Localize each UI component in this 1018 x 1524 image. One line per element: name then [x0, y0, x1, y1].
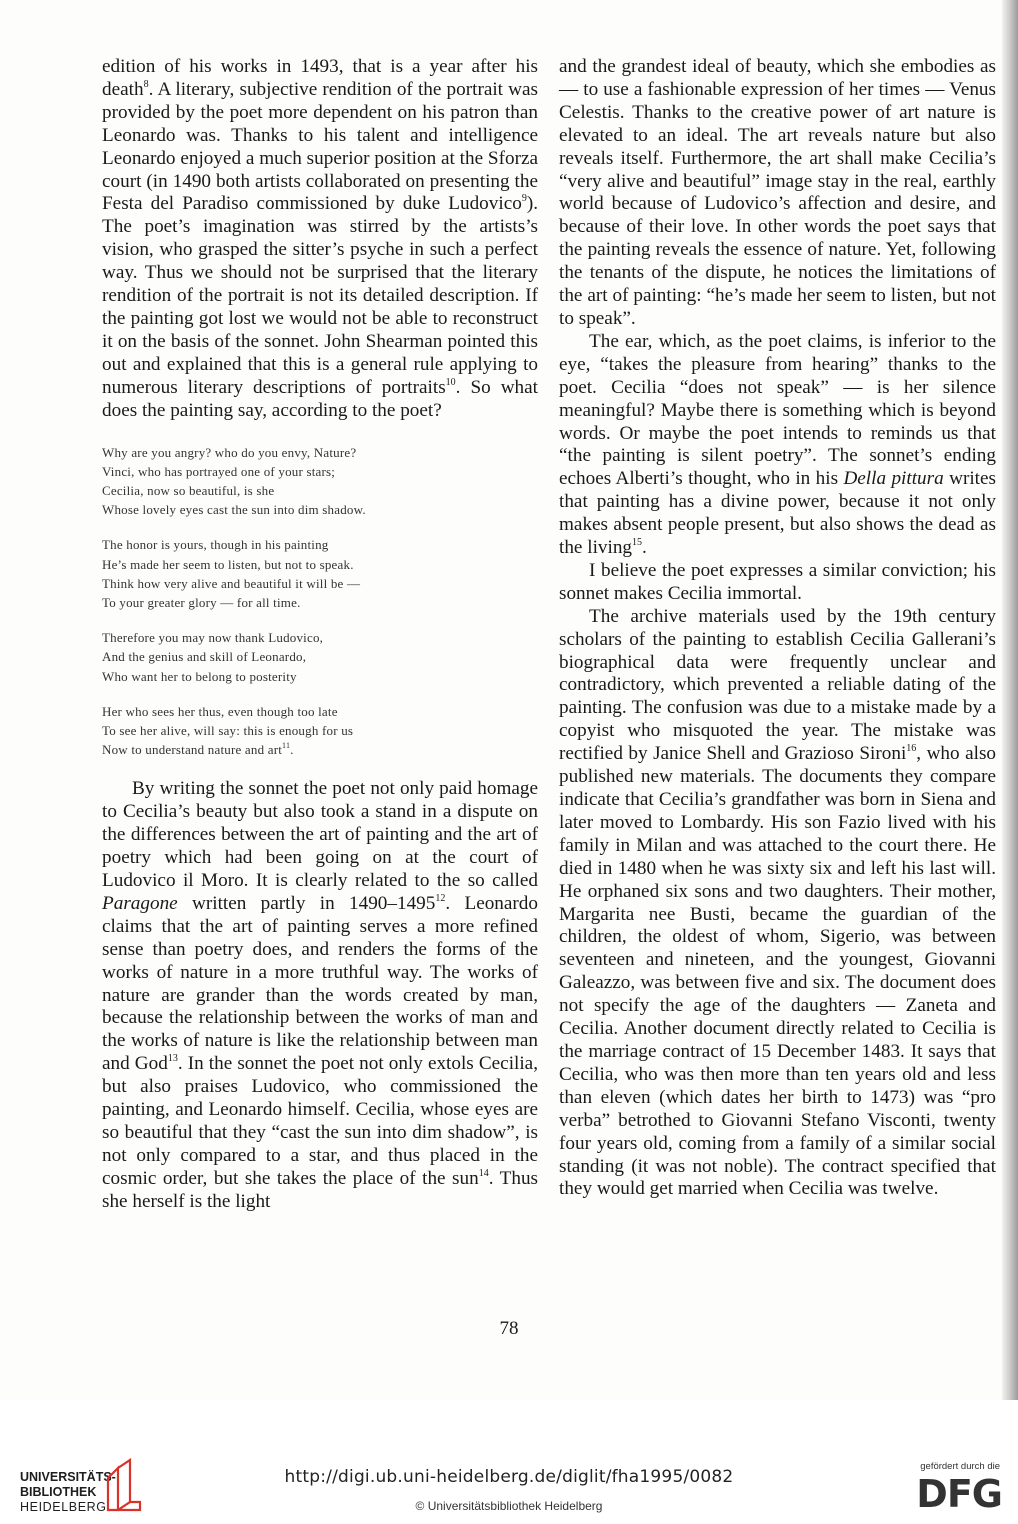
- poem-line: Think how very alive and beautiful it will be —: [102, 575, 361, 591]
- text-run: edition of his works in 1493, that is a year after his death: [102, 56, 538, 100]
- paragraph: and the grandest ideal of beauty, which she embodies as — to use a fashionable expression of her times — Venus Celestis. Thanks to the creative power of art nature is elevated to an ideal. The art reveals nature but also reveals itself. Furthermore, the art shall make Cecilia’s “very alive and beautiful” image stay in the real, earthly world because of Ludovico’s affection and desire, and because of their love. In other words the poet says that the painting reveals the essence of nature. Yet, following the tenants of the dispute, he notices the limitations of the art of painting: “he’s made her seem to listen, but not to speak”.: [559, 56, 996, 329]
- text-run: Now to understand nature and art: [102, 742, 283, 758]
- text-run: Paragone: [102, 892, 178, 914]
- poem-line: To see her alive, will say: this is enough for us: [102, 722, 354, 738]
- right-column: [559, 56, 996, 1201]
- page-edge-shadow: [1002, 0, 1018, 1400]
- footnote-ref: 9: [521, 193, 527, 205]
- footnote-ref: 12: [435, 892, 446, 904]
- footnote-ref: 8: [143, 78, 149, 90]
- poem-line: The honor is yours, though in his painting: [102, 537, 329, 553]
- text-run: By writing the sonnet the poet not only paid homage to Cecilia’s beauty but also took a stand in a dispute on the differences between the art of painting and the art of poetry which had been going on at the court of Ludovico il Moro. It is clearly related to the so called: [102, 778, 538, 891]
- poem-line: Whose lovely eyes cast the sun into dim shadow.: [102, 502, 366, 518]
- paragraph: [102, 56, 538, 423]
- text-run: .: [290, 742, 294, 758]
- text-run: written partly in 1490–1495: [177, 892, 436, 914]
- dfg-logo: DFG: [916, 1472, 1002, 1516]
- text-run: . Thus she herself is the light: [102, 1167, 539, 1212]
- sonnet-quote: [102, 443, 538, 760]
- paragraph: [102, 778, 538, 1213]
- text-run: The archive materials used by the 19th century scholars of the painting to establish Cecilia Gallerani’s biographical data were frequently unclear and contradictory, which prevented a reliable dating of the painting. The confusion was due to a mistake made by a copyist who misquoted the year. The mistake was rectified by Janice Shell and Grazioso Sironi: [559, 605, 996, 765]
- footnote-ref: 10: [445, 376, 456, 388]
- poem-line: Vinci, who has portrayed one of your stars;: [102, 463, 336, 479]
- paragraph: [559, 331, 996, 560]
- permalink-url[interactable]: http://digi.ub.uni-heidelberg.de/diglit/fha1995/0082: [284, 1467, 734, 1487]
- poem-line: [102, 740, 538, 759]
- funding-label: gefördert durch die: [920, 1461, 1000, 1472]
- text-run: Della pittura: [843, 468, 944, 490]
- left-column: [102, 56, 538, 1214]
- library-name-line: UNIVERSITÄTS-: [20, 1470, 116, 1484]
- text-run: . So what does the painting say, according to the poet?: [102, 376, 538, 421]
- poem-line: Why are you angry? who do you envy, Nature?: [102, 444, 357, 460]
- poem-line: Cecilia, now so beautiful, is she: [102, 482, 275, 498]
- poem-line: Who want her to belong to posterity: [102, 668, 297, 684]
- text-run: . In the sonnet the poet not only extols Cecilia, but also praises Ludovico, who commissioned the painting, and Leonardo himself. Cecilia, whose eyes are so beautiful that they “cast the sun into dim shadow”, is not only compared to a star, and thus placed in the cosmic order, but she takes the place of the sun: [102, 1053, 538, 1189]
- poem-stanza: [102, 443, 538, 520]
- poem-line: To your greater glory — for all time.: [102, 594, 301, 610]
- text-run: writes that painting has a divine power, because it not only makes absent people present, but also shows the dead as the living: [559, 468, 996, 559]
- poem-line: He’s made her seem to listen, but not to speak.: [102, 556, 354, 572]
- library-name-line: HEIDELBERG: [20, 1500, 107, 1514]
- poem-line: Therefore you may now thank Ludovico,: [102, 630, 324, 646]
- footnote-ref: 15: [632, 537, 643, 549]
- poem-stanza: [102, 535, 538, 612]
- page-number: 78: [499, 1318, 519, 1339]
- poem-stanza: [102, 628, 538, 686]
- footnote-ref: 11: [282, 741, 291, 751]
- poem-stanza: [102, 702, 538, 760]
- footnote-ref: 14: [478, 1167, 489, 1179]
- text-run: , who also published new materials. The documents they compare indicate that Cecilia’s grandfather was born in Siena and later moved to Lombardy. His son Fazio lived with his family in Milan and was attached to the court there. He died in 1480 when he was sixty six and left his last will. He orphaned six sons and two daughters. Their mother, Margarita nee Busti, became the guardian of the children, the oldest of whom, Sigerio, was between seventeen and nineteen, and the youngest, Giovanni Galeazzo, was between five and six. The document does not specify the age of the daughters — Zaneta and Cecilia. Another document directly related to Cecilia is the marriage contract of 15 December 1483. It says that Cecilia, who was then more than ten years old and less than eleven (which dates her birth to 1473) was “pro verba” betrothed to Giovanni Stefano Visconti, twenty four years old, coming from a family of a similar social standing (it was not noble). The contract specified that they would get married when Cecilia was twelve.: [559, 743, 996, 1200]
- poem-line: And the genius and skill of Leonardo,: [102, 649, 307, 665]
- text-run: .: [642, 537, 647, 559]
- footnote-ref: 13: [167, 1053, 178, 1065]
- text-run: The ear, which, as the poet claims, is inferior to the eye, “takes the pleasure from hearing” thanks to the poet. Cecilia “does not speak” — is her silence meaningful? Maybe there is something which is beyond words. Or maybe the poet intends to reminds us that “the painting is silent poetry”. The sonnet’s ending echoes Alberti’s thought, who in his: [559, 330, 996, 490]
- poem-line: Her who sees her thus, even though too late: [102, 703, 338, 719]
- paragraph: I believe the poet expresses a similar conviction; his sonnet makes Cecilia immortal.: [559, 559, 996, 604]
- text-run: . A literary, subjective rendition of the portrait was provided by the poet more dependent on his patron than Leonardo was. Thanks to his talent and intelligence Leonardo enjoyed a much superior position at the Sforza court (in 1490 both artists collaborated on presenting the Festa del Paradiso commissioned by duke Ludovico: [102, 78, 538, 215]
- footnote-ref: 16: [906, 743, 917, 755]
- text-run: . Leonardo claims that the art of painting serves a more refined sense than poetry does, and renders the forms of the works of nature in a more truthful way. The works of nature are grander than the words created by man, because the relationship between the works of man and the works of nature is like the relationship between man and God: [102, 892, 538, 1075]
- library-name-line: BIBLIOTHEK: [20, 1485, 97, 1499]
- paragraph: [559, 606, 996, 1202]
- copyright-notice: © Universitätsbibliothek Heidelberg: [415, 1499, 603, 1513]
- text-run: ). The poet’s imagination was stirred by the artists’s vision, who grasped the sitter’s psyche in such a perfect way. Thus we should not be surprised that the literary rendition of the portrait is not its detailed description. If the painting got lost we would not be able to reconstruct it on the basis of the sonnet. John Shearman pointed this out and explained that this is a general rule applying to numerous literary descriptions of portraits: [102, 193, 538, 398]
